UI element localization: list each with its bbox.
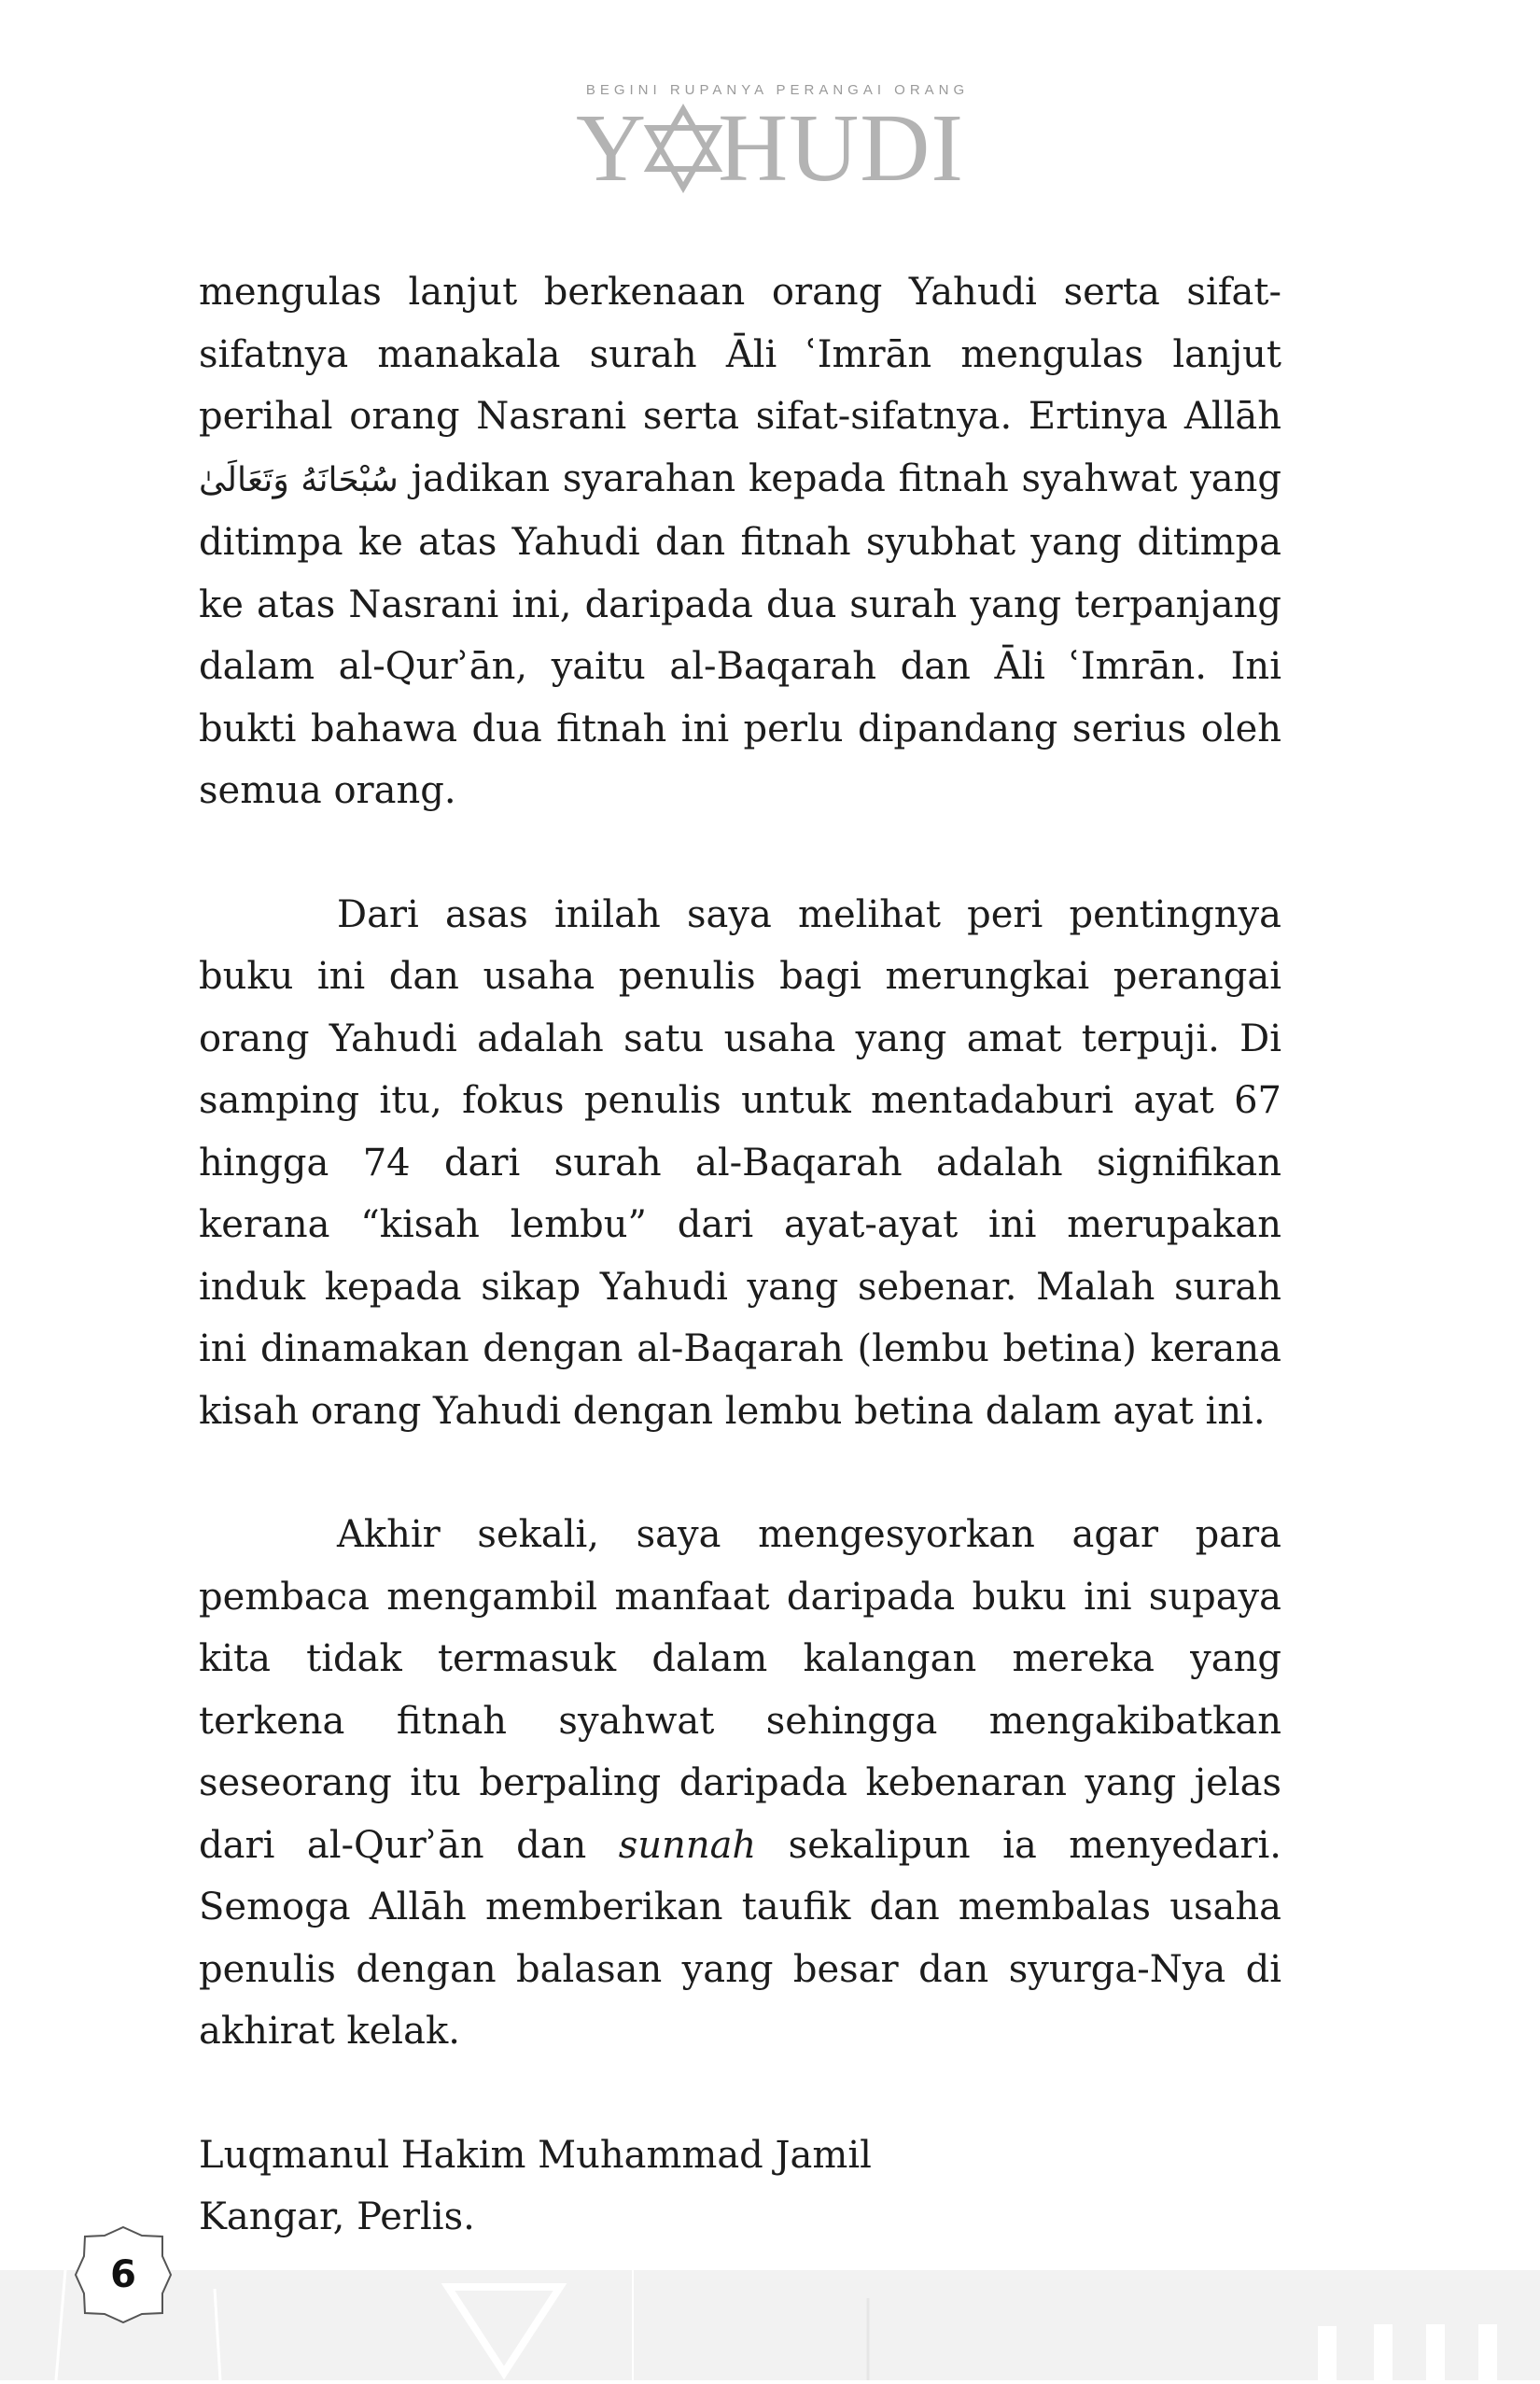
paragraph-3-part-b: sekalipun ia menyedari. Semoga Allāh memberikan taufik dan membalas usaha penulis dengan balasan yang besar dan syurga-Nya di akhirat kelak. <box>199 1823 1281 2053</box>
paragraph-1-part-a: mengulas lanjut berkenaan orang Yahudi serta sifat-sifatnya manakala surah Āli ʿImrān mengulas lanjut perihal orang Nasrani serta sifat-sifatnya. Ertinya Allāh <box>199 271 1281 438</box>
footer-ornament <box>0 2270 1540 2380</box>
header-kicker: BEGINI RUPANYA PERANGAI ORANG <box>585 82 970 98</box>
paragraph-1-part-b: jadikan syarahan kepada fitnah syahwat yang ditimpa ke atas Yahudi dan fitnah syubhat yang ditimpa ke atas Nasrani ini, daripada dua surah yang terpanjang dalam al-Qurʾān, yaitu al-Baqarah dan Āli ʿImrān. Ini bukti bahawa dua fitnah ini perlu dipandang serius oleh semua orang. <box>199 456 1281 812</box>
arabic-honorific: سُبْحَانَهُ وَتَعَالَىٰ <box>199 460 399 499</box>
paragraph-3-part-a: Akhir sekali, saya mengesyorkan agar para pembaca mengambil manfaat daripada buku ini supaya kita tidak termasuk dalam kalangan mereka yang terkena fitnah syahwat sehingga mengakibatkan seseorang itu berpaling daripada kebenaran yang jelas dari al-Qurʾān dan <box>199 1513 1281 1867</box>
paragraph-3 <box>199 1504 1281 2063</box>
signature-block <box>199 2125 1281 2248</box>
header-book-title <box>575 94 965 202</box>
title-letters-hudi: HUDI <box>718 94 965 202</box>
page-number: 6 <box>110 2253 136 2296</box>
running-header <box>0 82 1540 202</box>
body-text <box>199 261 1281 2248</box>
paragraph-2: Dari asas inilah saya melihat peri pentingnya buku ini dan usaha penulis bagi merungkai perangai orang Yahudi adalah satu usaha yang amat terpuji. Di samping itu, fokus penulis untuk mentadaburi ayat 67 hingga 74 dari surah al-Baqarah adalah signifikan kerana “kisah lembu” dari ayat-ayat ini merupakan induk kepada sikap Yahudi yang sebenar. Malah surah ini dinamakan dengan al-Baqarah (lembu betina) kerana kisah orang Yahudi dengan lembu betina dalam ayat ini. <box>199 892 1281 1433</box>
paragraph-1 <box>199 261 1281 822</box>
italic-term: sunnah <box>618 1823 757 1867</box>
footer-decoration <box>0 2270 1540 2380</box>
signature-place: Kangar, Perlis. <box>199 2195 475 2238</box>
title-letter-y: Y <box>575 94 648 202</box>
star-of-david-icon <box>643 104 723 193</box>
signature-name: Luqmanul Hakim Muhammad Jamil <box>199 2133 872 2177</box>
